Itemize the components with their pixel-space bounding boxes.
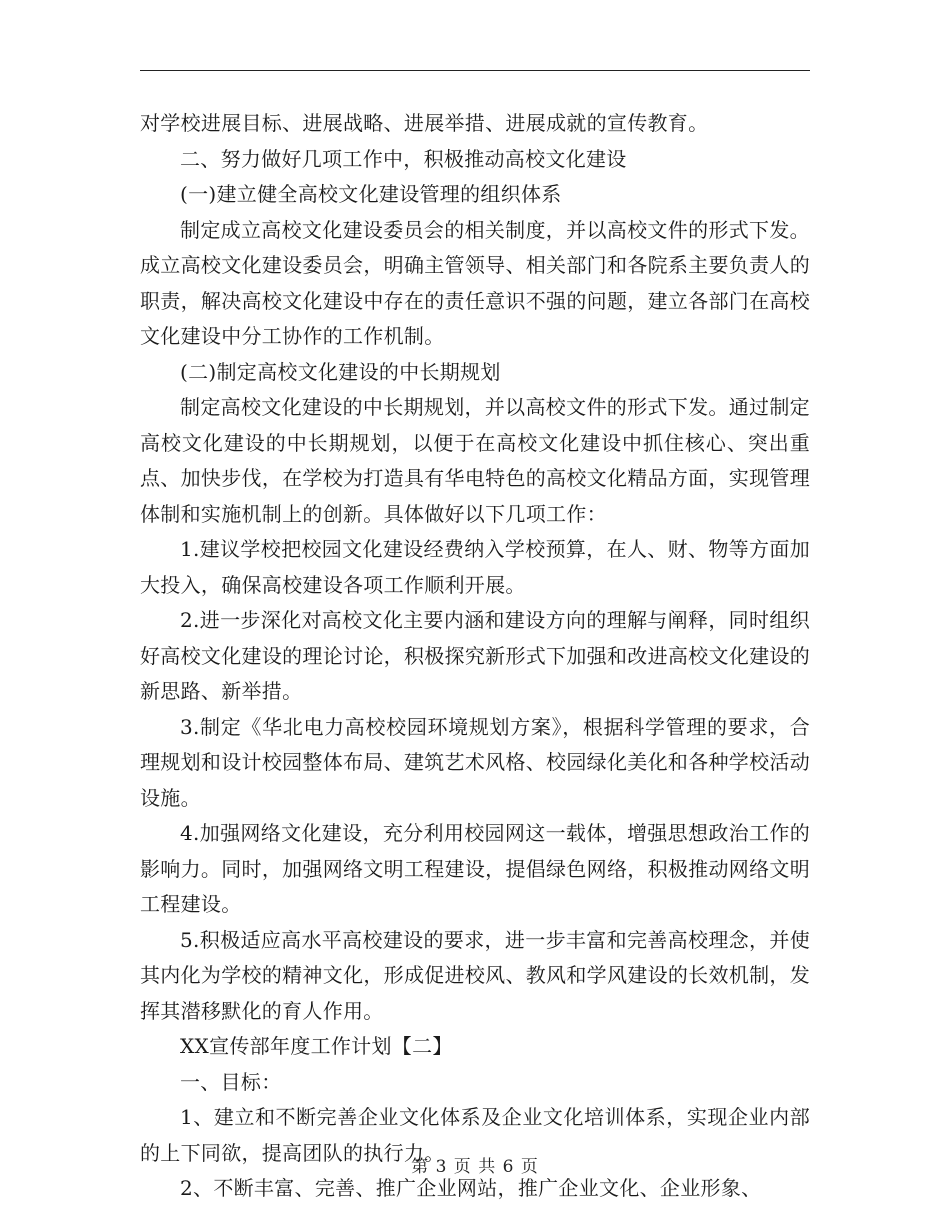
section-title-plan-two: XX宣传部年度工作计划【二】 — [180, 1034, 453, 1058]
header-rule — [140, 70, 810, 71]
subheading-two: (二)制定高校文化建设的中长期规划 — [180, 359, 501, 384]
list-item-5: 5.积极适应高水平高校建设的要求，进一步丰富和完善高校理念，并使其内化为学校的精神文化，形成促进校风、教风和学风建设的长效机制，发挥其潜移默化的育人作用。 — [140, 927, 810, 1023]
goal-item-2: 2、不断丰富、完善、推广企业网站，推广企业文化、企业形象、 — [180, 1176, 762, 1200]
goals-heading: 一、目标： — [180, 1069, 282, 1094]
subheading-one: (一)建立健全高校文化建设管理的组织体系 — [180, 182, 562, 206]
page-number: 第 3 页 共 6 页 — [411, 1157, 539, 1177]
document-body — [140, 106, 810, 1207]
list-item-3: 3.制定《华北电力高校校园环境规划方案》，根据科学管理的要求，合理规划和设计校园整体布局、建筑艺术风格、校园绿化美化和各种学校活动设施。 — [140, 714, 810, 810]
list-item-2: 2.进一步深化对高校文化主要内涵和建设方向的理解与阐释，同时组织好高校文化建设的理论讨论，积极探究新形式下加强和改进高校文化建设的新思路、新举措。 — [140, 608, 810, 703]
paragraph-long-term-plan: 制定高校文化建设的中长期规划，并以高校文件的形式下发。通过制定高校文化建设的中长期规划，以便于在高校文化建设中抓住核心、突出重点、加快步伐，在学校为打造具有华电特色的高校文化精品方面，实现管理体制和实施机制上的创新。具体做好以下几项工作： — [140, 395, 810, 526]
paragraph-committee: 制定成立高校文化建设委员会的相关制度，并以高校文件的形式下发。成立高校文化建设委员会，明确主管领导、相关部门和各院系主要负责人的职责，解决高校文化建设中存在的责任意识不强的问题，建立各部门在高校文化建设中分工协作的工作机制。 — [140, 217, 810, 348]
section-heading-two: 二、努力做好几项工作中，积极推动高校文化建设 — [180, 146, 627, 171]
paragraph-1: 对学校进展目标、进展战略、进展举措、进展成就的宣传教育。 — [140, 111, 709, 135]
list-item-4: 4.加强网络文化建设，充分利用校园网这一载体，增强思想政治工作的影响力。同时，加强网络文明工程建设，提倡绿色网络，积极推动网络文明工程建设。 — [140, 821, 810, 916]
list-item-1: 1.建议学校把校园文化建设经费纳入学校预算，在人、财、物等方面加大投入，确保高校建设各项工作顺利开展。 — [140, 537, 810, 597]
goal-item-1: 1、建立和不断完善企业文化体系及企业文化培训体系，实现企业内部的上下同欲，提高团队的执行力。 — [140, 1105, 810, 1165]
